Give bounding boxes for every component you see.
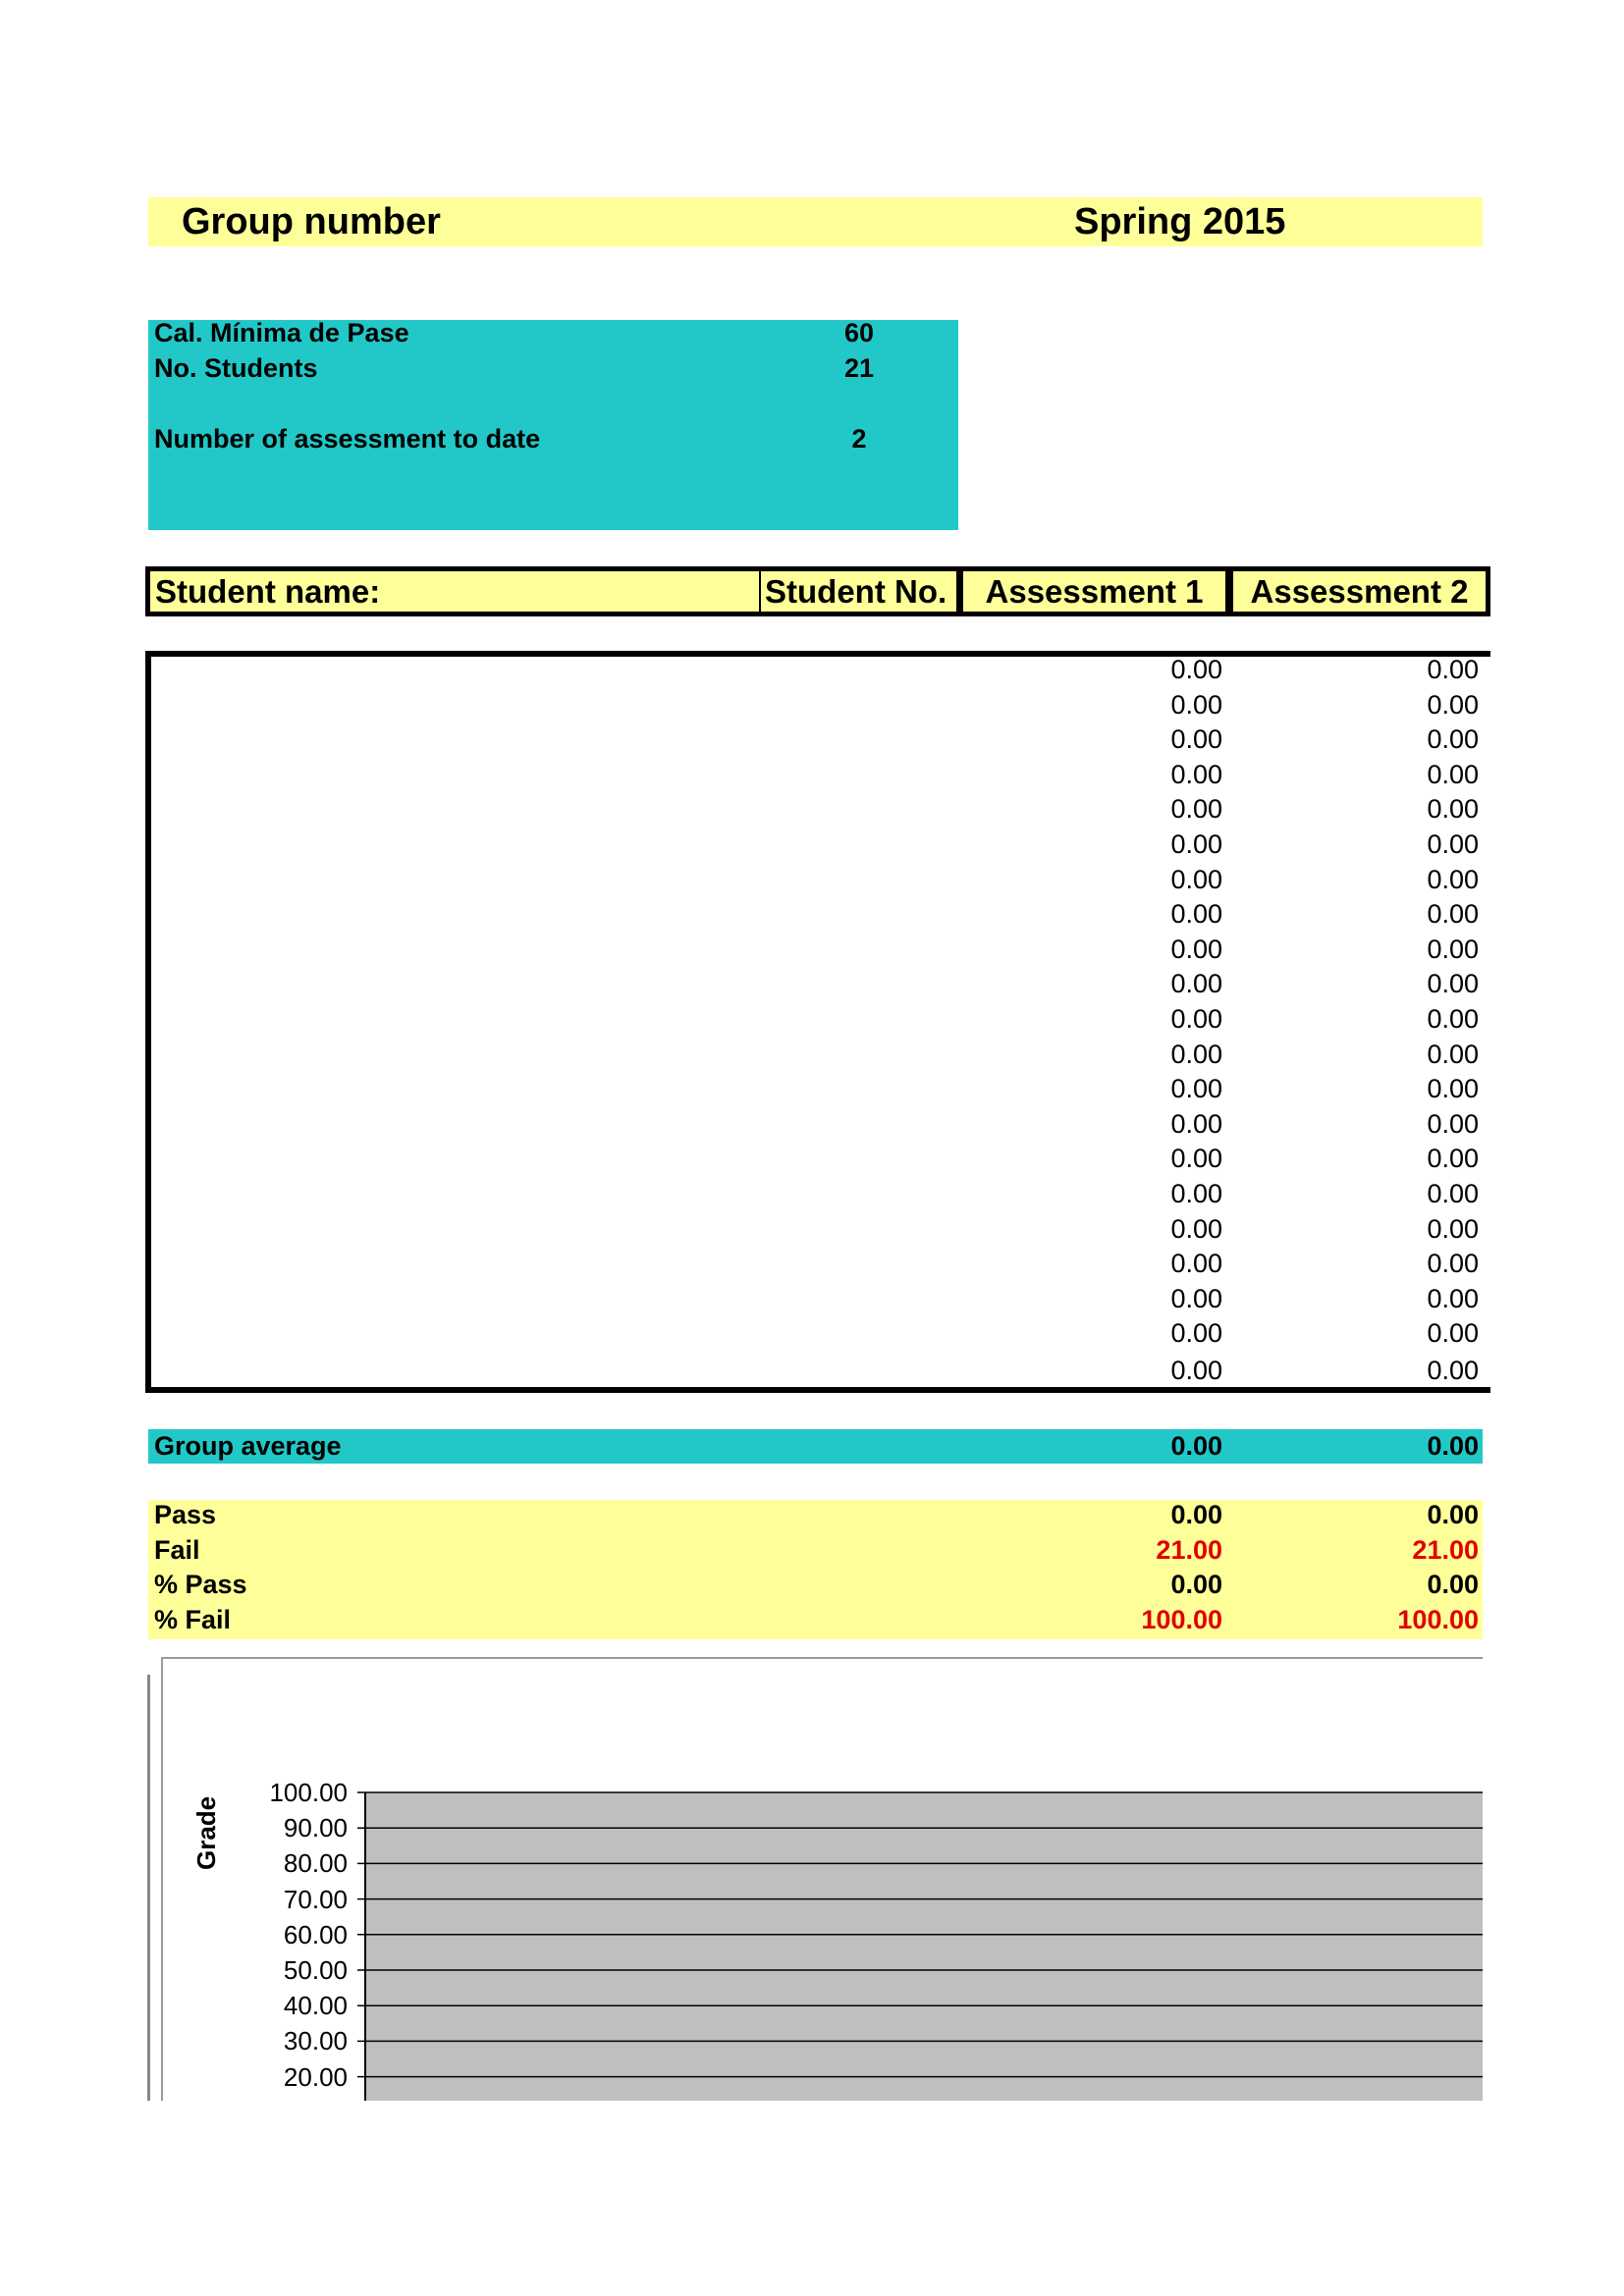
assessment-1-cell: 0.00	[1170, 1356, 1222, 1385]
assessment-count-label: Number of assessment to date	[154, 424, 541, 454]
term-title: Spring 2015	[1074, 201, 1286, 242]
student-no-cell	[766, 758, 952, 793]
student-name-cell	[154, 1282, 753, 1317]
assessment-1-cell: 0.00	[1170, 829, 1222, 859]
assessment-2-cell: 0.00	[1427, 1144, 1479, 1174]
stat-assessment-1: 0.00	[1170, 1570, 1222, 1599]
student-name-cell	[154, 1247, 753, 1282]
assessment-count-value: 2	[851, 424, 867, 454]
stat-assessment-2: 0.00	[1427, 1500, 1479, 1529]
assessment-2-cell: 0.00	[1427, 759, 1479, 789]
chart-plot-area	[365, 1792, 1483, 2101]
assessment-1-cell: 0.00	[1170, 1249, 1222, 1279]
chart-y-tick-label: 90.00	[283, 1813, 348, 1843]
assessment-2-cell: 0.00	[1427, 1004, 1479, 1034]
assessment-1-cell: 0.00	[1170, 1283, 1222, 1313]
stat-assessment-1: 100.00	[1141, 1604, 1222, 1634]
min-pass-grade-value: 60	[843, 318, 875, 347]
student-no-cell	[766, 828, 952, 863]
chart-y-tick-label: 20.00	[283, 2061, 348, 2092]
assessment-2-cell: 0.00	[1427, 724, 1479, 755]
min-pass-grade-label: Cal. Mínima de Pase	[154, 318, 409, 347]
assessment-1-cell: 0.00	[1170, 1074, 1222, 1104]
assessment-2-cell: 0.00	[1427, 689, 1479, 720]
assessment-2-cell: 0.00	[1427, 864, 1479, 894]
student-name-cell	[154, 1072, 753, 1107]
student-count-value: 21	[843, 353, 875, 383]
stat-assessment-2: 0.00	[1427, 1570, 1479, 1599]
chart-y-tick-label: 100.00	[269, 1778, 348, 1807]
student-no-cell	[766, 1212, 952, 1248]
student-name-cell	[154, 1316, 753, 1352]
assessment-2-cell: 0.00	[1427, 1179, 1479, 1208]
stats-band	[148, 1500, 1483, 1639]
student-no-cell	[766, 897, 952, 933]
assessment-1-cell: 0.00	[1170, 655, 1222, 684]
student-name-cell	[154, 863, 753, 898]
assessment-2-cell: 0.00	[1427, 1039, 1479, 1069]
chart-y-tick-label: 70.00	[283, 1884, 348, 1914]
assessment-2-cell: 0.00	[1427, 829, 1479, 859]
assessment-1-cell: 0.00	[1170, 759, 1222, 789]
student-no-cell	[766, 653, 952, 688]
assessment-2-cell: 0.00	[1427, 969, 1479, 999]
group-average-band	[148, 1429, 1483, 1464]
student-no-cell	[766, 1038, 952, 1073]
assessment-2-cell: 0.00	[1427, 1249, 1479, 1279]
student-no-cell	[766, 1072, 952, 1107]
assessment-1-cell: 0.00	[1170, 969, 1222, 999]
assessment-1-cell: 0.00	[1170, 1004, 1222, 1034]
student-name-cell	[154, 1354, 753, 1389]
student-name-cell	[154, 1177, 753, 1212]
assessment-1-cell: 0.00	[1170, 1039, 1222, 1069]
student-no-cell	[766, 722, 952, 758]
student-name-cell	[154, 967, 753, 1002]
assessment-2-cell: 0.00	[1427, 1074, 1479, 1104]
column-header-student-no: Student No.	[761, 566, 961, 616]
assessment-1-cell: 0.00	[1170, 794, 1222, 825]
student-no-cell	[766, 1316, 952, 1352]
chart-y-tick-label: 40.00	[283, 1991, 348, 2021]
assessment-2-cell: 0.00	[1427, 1318, 1479, 1349]
assessment-1-cell: 0.00	[1170, 1144, 1222, 1174]
student-name-cell	[154, 758, 753, 793]
group-average-assessment-1: 0.00	[1170, 1431, 1222, 1461]
student-name-cell	[154, 1142, 753, 1177]
assessment-2-cell: 0.00	[1427, 934, 1479, 964]
assessment-2-cell: 0.00	[1427, 1283, 1479, 1313]
student-no-cell	[766, 933, 952, 968]
column-header-assessment-2: Assessment 2	[1228, 566, 1490, 616]
stat-assessment-1: 21.00	[1156, 1534, 1222, 1565]
group-average-label: Group average	[154, 1431, 342, 1461]
assessment-2-cell: 0.00	[1427, 1213, 1479, 1244]
stat-assessment-2: 21.00	[1412, 1534, 1479, 1565]
assessment-2-cell: 0.00	[1427, 1108, 1479, 1139]
student-no-cell	[766, 1002, 952, 1038]
assessment-1-cell: 0.00	[1170, 1318, 1222, 1349]
student-name-cell	[154, 933, 753, 968]
chart-y-tick-label: 80.00	[283, 1848, 348, 1879]
student-no-cell	[766, 1142, 952, 1177]
chart-y-tick-label: 50.00	[283, 1955, 348, 1985]
stat-label: % Fail	[154, 1604, 232, 1634]
student-no-cell	[766, 1177, 952, 1212]
student-no-cell	[766, 1107, 952, 1143]
group-number-title: Group number	[182, 201, 441, 242]
assessment-1-cell: 0.00	[1170, 724, 1222, 755]
student-name-cell	[154, 722, 753, 758]
chart-y-tick-label: 60.00	[283, 1919, 348, 1949]
student-count-label: No. Students	[154, 353, 318, 383]
student-no-cell	[766, 1247, 952, 1282]
student-name-cell	[154, 653, 753, 688]
chart-frame-edge	[147, 1675, 150, 2101]
student-name-cell	[154, 828, 753, 863]
column-header-student-name: Student name:	[145, 566, 764, 616]
student-name-cell	[154, 1107, 753, 1143]
student-name-cell	[154, 1002, 753, 1038]
student-no-cell	[766, 792, 952, 828]
chart-area-top-border	[161, 1657, 1483, 1659]
student-no-cell	[766, 1282, 952, 1317]
stat-assessment-1: 0.00	[1170, 1500, 1222, 1529]
assessment-1-cell: 0.00	[1170, 689, 1222, 720]
assessment-1-cell: 0.00	[1170, 1213, 1222, 1244]
assessment-2-cell: 0.00	[1427, 1356, 1479, 1385]
assessment-2-cell: 0.00	[1427, 899, 1479, 930]
column-header-assessment-1: Assessment 1	[958, 566, 1230, 616]
stat-assessment-2: 100.00	[1397, 1604, 1479, 1634]
assessment-1-cell: 0.00	[1170, 1108, 1222, 1139]
assessment-2-cell: 0.00	[1427, 794, 1479, 825]
chart-y-tick-label: 30.00	[283, 2026, 348, 2056]
group-average-assessment-2: 0.00	[1427, 1431, 1479, 1461]
student-no-cell	[766, 688, 952, 723]
stat-label: Fail	[154, 1534, 200, 1565]
student-name-cell	[154, 1212, 753, 1248]
student-no-cell	[766, 967, 952, 1002]
student-name-cell	[154, 792, 753, 828]
assessment-1-cell: 0.00	[1170, 864, 1222, 894]
student-name-cell	[154, 897, 753, 933]
stat-label: Pass	[154, 1500, 217, 1529]
student-name-cell	[154, 1038, 753, 1073]
chart-y-axis-label: Grade	[191, 1795, 221, 1870]
student-name-cell	[154, 688, 753, 723]
student-no-cell	[766, 863, 952, 898]
assessment-2-cell: 0.00	[1427, 655, 1479, 684]
assessment-1-cell: 0.00	[1170, 934, 1222, 964]
assessment-1-cell: 0.00	[1170, 1179, 1222, 1208]
chart-area-left-border	[161, 1657, 163, 2101]
assessment-1-cell: 0.00	[1170, 899, 1222, 930]
student-no-cell	[766, 1354, 952, 1389]
stat-label: % Pass	[154, 1570, 247, 1599]
